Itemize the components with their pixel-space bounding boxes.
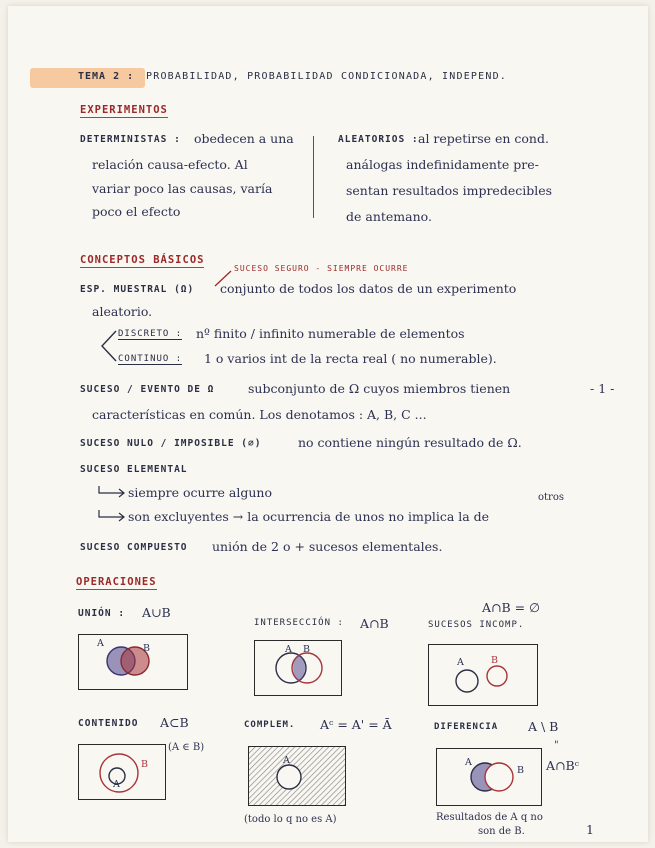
arrow-icon-2 [96,509,128,523]
suceso-nulo-label: SUCESO NULO / IMPOSIBLE (∅) [80,438,262,449]
elemental-item-1: siempre ocurre alguno [128,485,272,500]
interseccion-expr: A∩B [360,616,389,631]
det-line-2: relación causa-efecto. Al [92,157,248,172]
diferencia-label: DIFERENCIA [434,722,499,732]
incomp-set-b: B [491,655,498,666]
inter-set-b: B [303,644,310,655]
suceso-evento-label: SUCESO / EVENTO DE Ω [80,384,215,395]
union-label: UNIÓN : [78,608,126,619]
diferencia-set-b: B [517,765,524,776]
incomp-set-a: A [457,657,464,668]
esp-line-1: conjunto de todos los datos de un experimento [220,281,517,296]
det-line-3: variar poco las causas, varía [92,181,273,196]
suceso-elemental-label: SUCESO ELEMENTAL [80,464,188,475]
suceso-nulo-text: no contiene ningún resultado de Ω. [298,435,522,450]
union-diagram [78,634,188,690]
continuo-label: CONTINUO : [118,354,183,364]
elemental-otros: otros [538,492,564,503]
section-experimentos: EXPERIMENTOS [80,104,168,116]
corner-mark: 1 [586,822,594,837]
contenido-note: (A ∈ B) [168,742,205,753]
deterministas-label: DETERMINISTAS : [80,134,181,145]
det-line-4: poco el efecto [92,204,181,219]
page-title: PROBABILIDAD, PROBABILIDAD CONDICIONADA, INDEPEND. [146,71,508,82]
esp-muestral-label: ESP. MUESTRAL (Ω) [80,284,195,295]
inter-set-a: A [285,644,292,655]
complem-set-a: A [283,755,290,766]
incomp-diagram [428,644,538,706]
contenido-diagram [78,744,166,800]
esp-line-2: aleatorio. [92,304,153,319]
complem-note: (todo lo q no es A) [244,814,337,825]
tema-label: TEMA 2 : [78,71,135,82]
incomp-label: SUCESOS INCOMP. [428,620,525,630]
union-set-b: B [143,643,150,654]
suceso-line-2: características en común. Los denotamos : A, B, C ... [92,407,427,422]
diferencia-note-1: Resultados de A q no [436,812,543,823]
incomp-venn-icon [429,645,537,705]
diferencia-diagram [436,748,542,806]
elemental-item-2: son excluyentes → la ocurrencia de unos no implica la de [128,509,490,524]
contenido-venn-icon [79,745,165,799]
det-line-1: obedecen a una [194,131,294,146]
complem-shaded-icon [249,747,345,805]
union-venn-icon [79,635,187,689]
suceso-seguro-annotation: SUCESO SEGURO - SIEMPRE OCURRE [234,264,409,273]
interseccion-diagram [254,640,342,696]
diferencia-venn-icon [437,749,541,805]
ale-line-2: análogas indefinidamente pre- [346,157,539,172]
diferencia-expr: A \ B [528,719,559,734]
arrow-icon [96,485,128,499]
notebook-page [8,6,648,842]
suceso-line-1: subconjunto de Ω cuyos miembros tienen [248,381,511,396]
section-conceptos: CONCEPTOS BÁSICOS [80,254,205,266]
complem-label: COMPLEM. [244,720,296,730]
contenido-set-a: A [113,779,120,790]
section-operaciones: OPERACIONES [76,576,157,588]
ale-line-1: al repetirse en cond. [418,131,549,146]
complem-expr: Aᶜ = A' = Ā [320,717,392,732]
contenido-set-b: B [141,759,148,770]
aleatorios-label: ALEATORIOS : [338,134,419,145]
interseccion-venn-icon [255,641,341,695]
page-number-marker: - 1 - [590,381,615,396]
diferencia-note-2: son de B. [478,826,525,837]
incomp-equation: A∩B = ∅ [482,600,540,615]
interseccion-label: INTERSECCIÓN : [254,618,344,628]
discreto-text: nº finito / infinito numerable de elementos [196,326,465,341]
discreto-label: DISCRETO : [118,329,183,339]
ale-line-4: de antemano. [346,209,432,224]
contenido-expr: A⊂B [160,715,189,730]
union-expr: A∪B [142,605,171,620]
contenido-label: CONTENIDO [78,718,139,729]
ale-line-3: sentan resultados impredecibles [346,183,553,198]
diferencia-eq: A∩Bᶜ [546,758,580,773]
suceso-compuesto-label: SUCESO COMPUESTO [80,542,188,553]
suceso-compuesto-text: unión de 2 o + sucesos elementales. [212,539,443,554]
union-set-a: A [97,638,104,649]
diferencia-set-a: A [465,757,472,768]
column-divider [313,136,314,218]
continuo-text: 1 o varios int de la recta real ( no numerable). [204,351,497,366]
complem-diagram [248,746,346,806]
bracket-icon [98,328,120,364]
diferencia-quote: " [554,740,559,751]
